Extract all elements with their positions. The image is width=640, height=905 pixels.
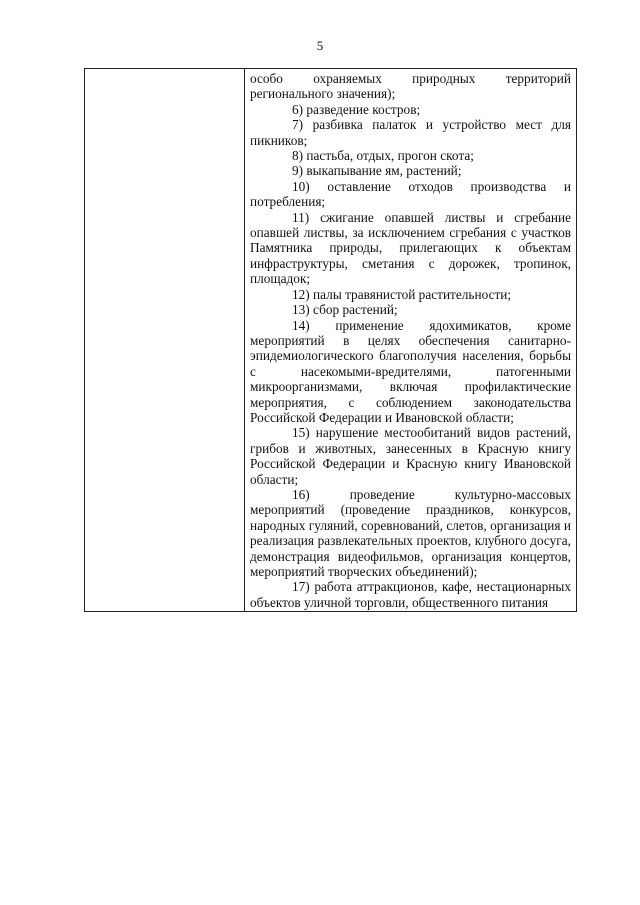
- list-item-15: 15) нарушение местообитаний видов растений, грибов и животных, занесенных в Красную книгу Российской Федерации и Красную книгу Ивановской области;: [250, 425, 571, 487]
- list-item-12: 12) палы травянистой растительности;: [292, 286, 512, 302]
- table-cell-left: [85, 69, 245, 612]
- paragraph-continuation: особо охраняемых природных территорий регионального значения);: [250, 71, 571, 102]
- list-item-14: 14) применение ядохимикатов, кроме мероприятий в целях обеспечения санитарно-эпидемиологического благополучия населения, борьбы с насекомыми-вредителями, патогенными микроорганизмами, включая профилактические мероприятия, с соблюдением законодательства Российской Федерации и Ивановской области;: [250, 317, 571, 425]
- list-item-10: 10) оставление отходов производства и потребления;: [250, 178, 571, 210]
- list-item-6: 6) разведение костров;: [292, 101, 421, 117]
- list-item-16: 16) проведение культурно-массовых мероприятий (проведение праздников, конкурсов, народных гуляний, соревнований, слетов, организация и реализация развлекательных проектов, клубного досуга, демонстрация видеофильмов, организация концертов, мероприятий творческих объединений);: [250, 486, 571, 579]
- list-item-13: 13) сбор растений;: [292, 302, 398, 318]
- document-table: [84, 68, 577, 612]
- list-item-7: 7) разбивка палаток и устройство мест для пикников;: [250, 117, 571, 148]
- list-item-8: 8) пастьба, отдых, прогон скота;: [292, 148, 474, 164]
- list-item-11: 11) сжигание опавшей листвы и сгребание опавшей листвы, за исключением сгребания с участков Памятника природы, прилегающих к объектам инфраструктуры, сметания с дорожек, тропинок, площадок;: [250, 209, 571, 287]
- list-item-17: 17) работа аттракционов, кафе, нестационарных объектов уличной торговли, общественного питания: [250, 579, 571, 610]
- list-item-9: 9) выкапывание ям, растений;: [292, 163, 462, 179]
- page-number: 5: [316, 38, 324, 53]
- table-cell-right: [245, 69, 577, 612]
- table-row: [85, 69, 577, 612]
